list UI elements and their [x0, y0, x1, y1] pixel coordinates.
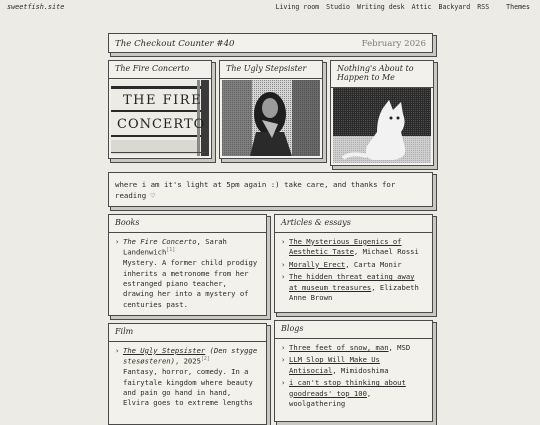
nav-studio[interactable]: Studio	[326, 3, 350, 11]
issue-title: The Checkout Counter #40	[115, 39, 235, 49]
film-title[interactable]: The Ugly Stepsister	[123, 345, 206, 355]
main-nav	[275, 3, 530, 11]
film-poster-image	[222, 80, 320, 156]
nav-themes[interactable]: Themes	[506, 3, 530, 11]
footnote-ref[interactable]: [2]	[200, 356, 210, 363]
film-section	[108, 323, 267, 425]
list-item	[281, 355, 426, 376]
footnote-ref[interactable]: [1]	[166, 247, 176, 254]
cat-cover-art	[333, 88, 431, 163]
books-list	[109, 233, 266, 316]
note-box	[108, 172, 433, 207]
article-link[interactable]: The hidden threat eating away at museum treasures	[289, 272, 415, 292]
blog-link[interactable]: LLM Slop Will Make Us Antisocial	[289, 355, 380, 375]
film-year: , 2025	[174, 356, 201, 366]
blog-link[interactable]: i can't stop thinking about goodreads' top 100	[289, 378, 406, 398]
blog-author: , woolgathering	[289, 388, 372, 408]
blogs-section	[274, 320, 433, 422]
article-link[interactable]: The Mysterious Eugenics of Aesthetic Taste	[289, 236, 402, 257]
blog-author: , Mimidoshima	[332, 365, 389, 375]
nav-backyard[interactable]: Backyard	[438, 3, 471, 11]
cover-text-line2: CONCERTO	[117, 117, 206, 132]
nav-attic[interactable]: Attic	[411, 3, 432, 11]
film-original-title: (Den stygge stesøsteren)	[123, 345, 258, 366]
film-heading: Film	[109, 324, 266, 342]
issue-date: February 2026	[361, 39, 426, 49]
list-item	[115, 346, 260, 409]
cover-card-fire-concerto[interactable]	[108, 60, 212, 159]
cover-text-line1: THE FIRE	[123, 93, 203, 108]
articles-section	[274, 214, 433, 313]
book-cover-image	[333, 88, 431, 163]
blogs-heading: Blogs	[275, 321, 432, 339]
book-author: Sarah Landenwich	[123, 236, 227, 257]
blog-link[interactable]: Three feet of snow, man	[289, 342, 389, 352]
cover-title: The Fire Concerto	[109, 61, 211, 79]
cover-card-nothings-about-to-happen[interactable]	[330, 60, 434, 166]
blogs-list	[275, 339, 432, 416]
film-list	[109, 342, 266, 415]
article-author: , Elizabeth Anne Brown	[289, 282, 419, 302]
note-text: where i am it's light at 5pm again :) take care, and thanks for reading ♡	[115, 180, 396, 201]
nav-rss[interactable]: RSS	[477, 3, 490, 11]
top-bar	[0, 0, 540, 14]
list-item	[281, 272, 426, 303]
list-item	[281, 260, 426, 270]
article-link[interactable]: Morally Erect	[289, 259, 346, 269]
list-item	[281, 237, 426, 258]
nav-living-room[interactable]: Living room	[275, 3, 320, 11]
list-item	[281, 343, 426, 353]
list-item	[115, 237, 260, 310]
blog-author: , MSD	[388, 342, 411, 352]
cover-title: The Ugly Stepsister	[220, 61, 322, 79]
articles-list	[275, 233, 432, 310]
cover-card-ugly-stepsister[interactable]	[219, 60, 323, 159]
books-section	[108, 214, 267, 316]
film-description: Fantasy, horror, comedy. In a fairytale kingdom where beauty and pain go hand in hand, Elvira goes to extreme lengths	[123, 367, 253, 408]
ugly-stepsister-poster-art	[222, 80, 320, 156]
title-separator: ,	[196, 236, 206, 246]
articles-heading: Articles & essays	[275, 215, 432, 233]
article-author: , Michael Rossi	[353, 247, 419, 257]
book-title[interactable]: The Fire Concerto	[123, 236, 197, 246]
books-heading: Books	[109, 215, 266, 233]
article-author: , Carta Monir	[345, 259, 402, 269]
book-cover-image	[111, 80, 209, 156]
cover-title: Nothing's About to Happen to Me	[331, 61, 433, 88]
fire-concerto-cover-art	[111, 80, 209, 156]
nav-writing-desk[interactable]: Writing desk	[356, 3, 405, 11]
site-name[interactable]: sweetfish.site	[7, 3, 65, 11]
book-description: Mystery. A former child prodigy inherits a metronome from her estranged piano teacher, drawing her into a mystery of centuries past.	[123, 258, 258, 309]
issue-header	[108, 33, 433, 53]
